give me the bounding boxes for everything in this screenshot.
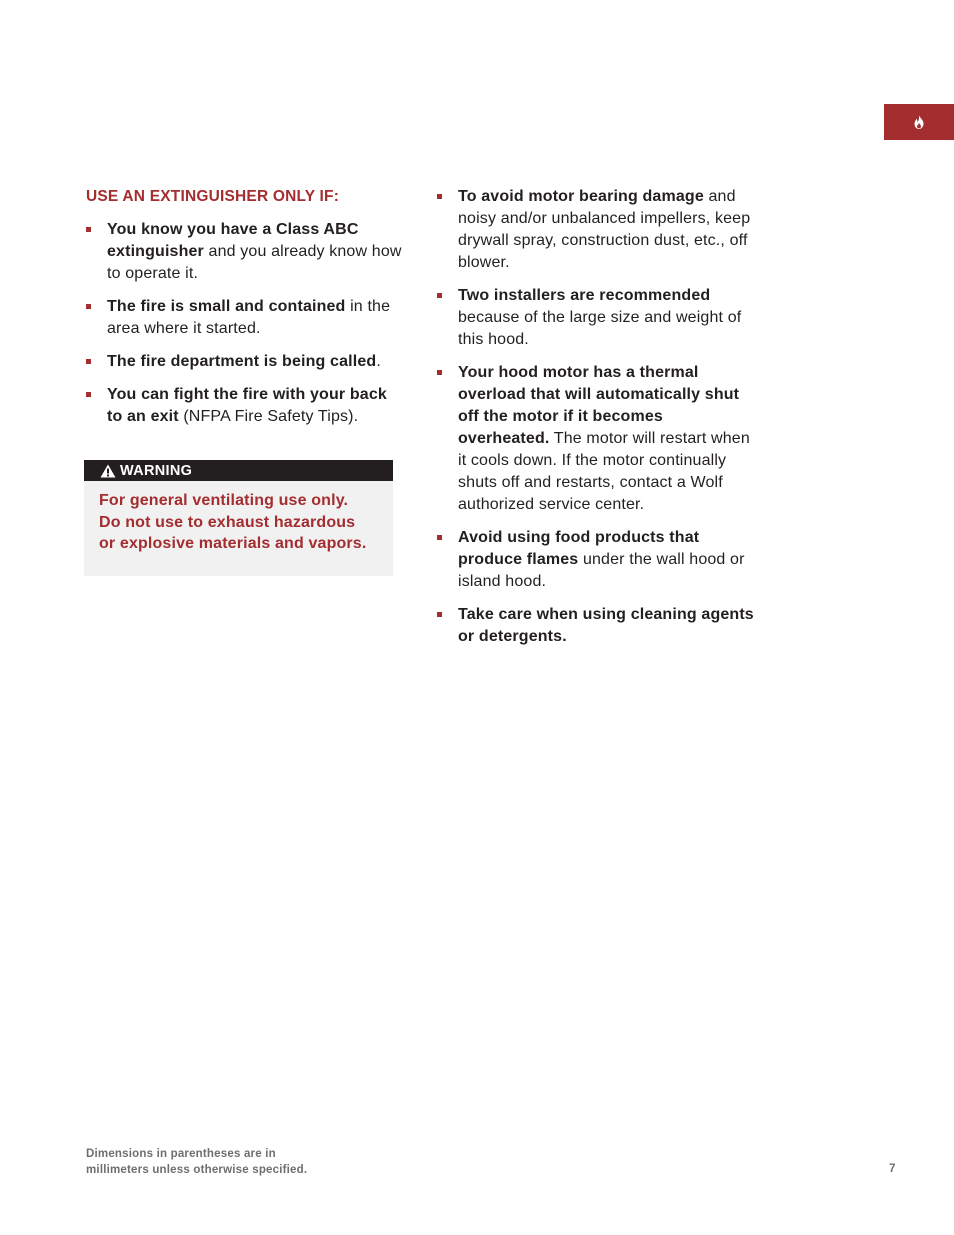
warning-header [84,460,393,481]
flame-icon [913,115,925,129]
item-text: (NFPA Fire Safety Tips). [178,408,359,425]
bullet-square-icon [86,392,91,397]
item-bold: You know you have a Class ABC extinguisher [107,221,359,260]
footer-note-line: millimeters unless otherwise specified. [86,1164,308,1176]
item-text: because of the large size and weight of this hood. [458,309,742,348]
item-text: The motor will restart when it cools down. If the motor continually shuts off and restarts, contact a Wolf authorized service center. [458,430,750,513]
list-item [437,285,755,351]
section-tab [884,104,954,140]
bullet-square-icon [86,359,91,364]
item-text: under the wall hood or island hood. [458,551,745,590]
bullet-square-icon [86,304,91,309]
bullet-square-icon [437,612,442,617]
item-text: and noisy and/or unbalanced impellers, keep drywall spray, construction dust, etc., off blower. [458,188,751,271]
bullet-square-icon [437,293,442,298]
item-text: and you already know how to operate it. [107,243,402,282]
warning-line: Do not use to exhaust hazardous [99,513,356,531]
bullet-square-icon [86,227,91,232]
warning-text [84,481,393,555]
warning-line: or explosive materials and vapors. [99,535,367,552]
list-item [437,527,755,593]
item-text: in the area where it started. [107,298,391,337]
right-column [437,186,755,659]
warning-box [84,460,393,576]
item-bold: Take care when using cleaning agents or detergents. [458,606,754,645]
section-heading: USE AN EXTINGUISHER ONLY IF: [86,188,340,205]
item-bold: To avoid motor bearing damage [458,188,704,205]
warning-triangle-icon [100,464,116,478]
footer-note-line: Dimensions in parentheses are in [86,1148,276,1160]
left-column [86,186,406,439]
item-text: . [376,353,381,370]
item-bold: The fire is small and contained [107,298,346,315]
bullet-square-icon [437,370,442,375]
page-number: 7 [889,1163,896,1175]
list-item [437,362,755,516]
list-item [437,604,755,648]
item-bold: You can fight the fire with your back to an exit [107,386,387,425]
warning-label: WARNING [120,462,193,479]
warning-line: For general ventilating use only. [99,492,349,509]
extinguisher-conditions-list [86,219,406,428]
bullet-square-icon [437,194,442,199]
item-bold: The fire department is being called [107,353,377,370]
item-bold: Avoid using food products that produce flames [458,529,700,568]
bullet-square-icon [437,535,442,540]
list-item [437,186,755,274]
list-item [86,296,406,340]
footer-note [86,1146,386,1178]
list-item [86,219,406,285]
list-item [86,351,406,373]
list-item [86,384,406,428]
item-bold: Two installers are recommended [458,287,711,304]
item-bold: Your hood motor has a thermal overload that will automatically shut off the motor if it becomes overheated. [458,364,740,447]
installation-notes-list [437,186,755,648]
